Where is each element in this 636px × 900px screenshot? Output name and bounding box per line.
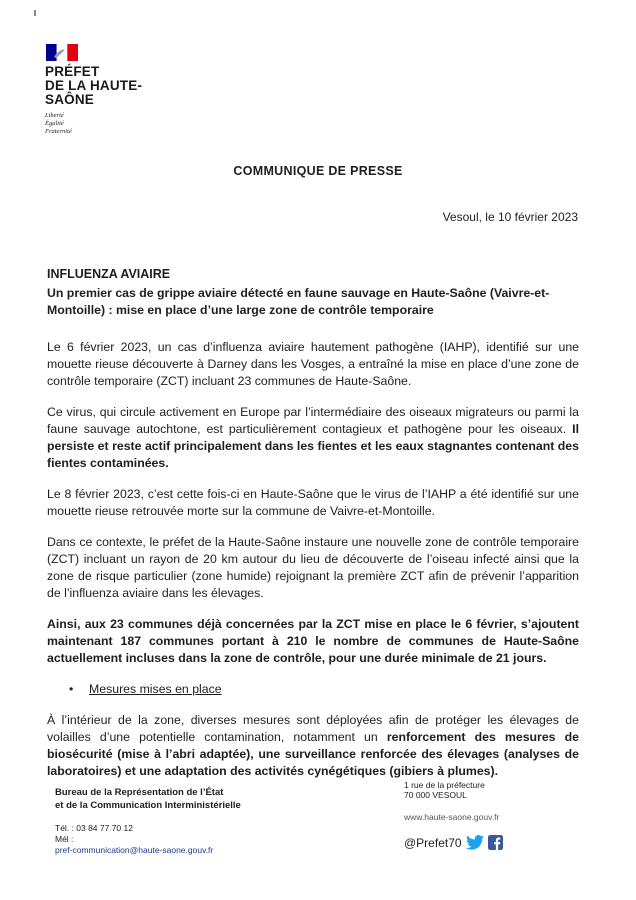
footer-mail-link[interactable]: pref-communication@haute-saone.gouv.fr [55, 845, 214, 855]
footer-social [404, 835, 503, 850]
measures-bullet: • Mesures mises en place [69, 682, 222, 696]
prefecture-name: PRÉFET DE LA HAUTE- SAÔNE [45, 64, 143, 107]
footer-organization: Bureau de la Représentation de l’État et de la Communication Interministérielle [55, 787, 241, 811]
paragraph-4: Dans ce contexte, le préfet de la Haute-Saône instaure une nouvelle zone de contrôle temporaire (ZCT) incluant un rayon de 20 km autour du lieu de découverte de l’oiseau infecté ainsi que la zone de risque particulier (zone humide) rejoignant la première ZCT afin de prévenir l’apparition de l’influenza aviaire dans les élevages. [47, 535, 579, 600]
article-subheading: Un premier cas de grippe aviaire détecté en faune sauvage en Haute-Saône (Vaivre-et-Montoille) : mise en place d’une large zone de contrôle temporaire [47, 286, 550, 317]
facebook-icon[interactable] [488, 835, 503, 850]
footer-phone: Tél. : 03 84 77 70 12 [55, 823, 133, 833]
article-heading: INFLUENZA AVIAIRE [47, 267, 171, 281]
article-body [47, 266, 579, 794]
marianne-flag-logo [46, 44, 78, 61]
footer-address: 1 rue de la préfecture 70 000 VESOUL [404, 780, 485, 800]
paragraph-3: Le 8 février 2023, c’est cette fois-ci en Haute-Saône que le virus de l’IAHP a été identifié sur une mouette rieuse retrouvée morte sur la commune de Vaivre-et-Montoille. [47, 487, 579, 518]
footer-contact [55, 823, 213, 856]
republic-motto: Liberté Égalité Fraternité [45, 112, 72, 135]
twitter-icon[interactable] [466, 835, 484, 850]
paragraph-5: Ainsi, aux 23 communes déjà concernées par la ZCT mise en place le 6 février, s’ajoutent maintenant 187 communes portant à 210 le nombre de communes de Haute-Saône actuellement incluses dans la zone de contrôle, pour une durée minimale de 21 jours. [47, 617, 579, 665]
paragraph-1: Le 6 février 2023, un cas d’influenza aviaire hautement pathogène (IAHP), identifié sur une mouette rieuse découverte à Darney dans les Vosges, a entraîné la mise en place d’une zone de contrôle temporaire (ZCT) incluant 23 communes de Haute-Saône. [47, 340, 579, 388]
document-date: Vesoul, le 10 février 2023 [442, 210, 578, 224]
document-title: COMMUNIQUE DE PRESSE [233, 164, 403, 178]
footer-mail-line: Mél : pref-communication@haute-saone.gouv.fr [55, 834, 214, 855]
scan-mark [34, 10, 36, 16]
paragraph-2: Ce virus, qui circule activement en Europe par l’intermédiaire des oiseaux migrateurs ou parmi la faune sauvage autochtone, est particulièrement contagieux et pathogène pour les oiseaux. Il persiste et reste actif principalement dans les fientes et les eaux stagnantes contenant des fientes contaminées. [47, 405, 579, 470]
footer-website[interactable]: www.haute-saone.gouv.fr [404, 812, 500, 822]
social-handle[interactable]: @Prefet70 [404, 835, 462, 850]
paragraph-6: À l’intérieur de la zone, diverses mesures sont déployées afin de protéger les élevages de volailles d’une potentielle contamination, notamment un renforcement des mesures de biosécurité (mise à l’abri adaptée), une surveillance renforcée des élevages (analyses de laboratoires) et une adaptation des activités cynégétiques (gibiers à plumes). [47, 713, 579, 778]
